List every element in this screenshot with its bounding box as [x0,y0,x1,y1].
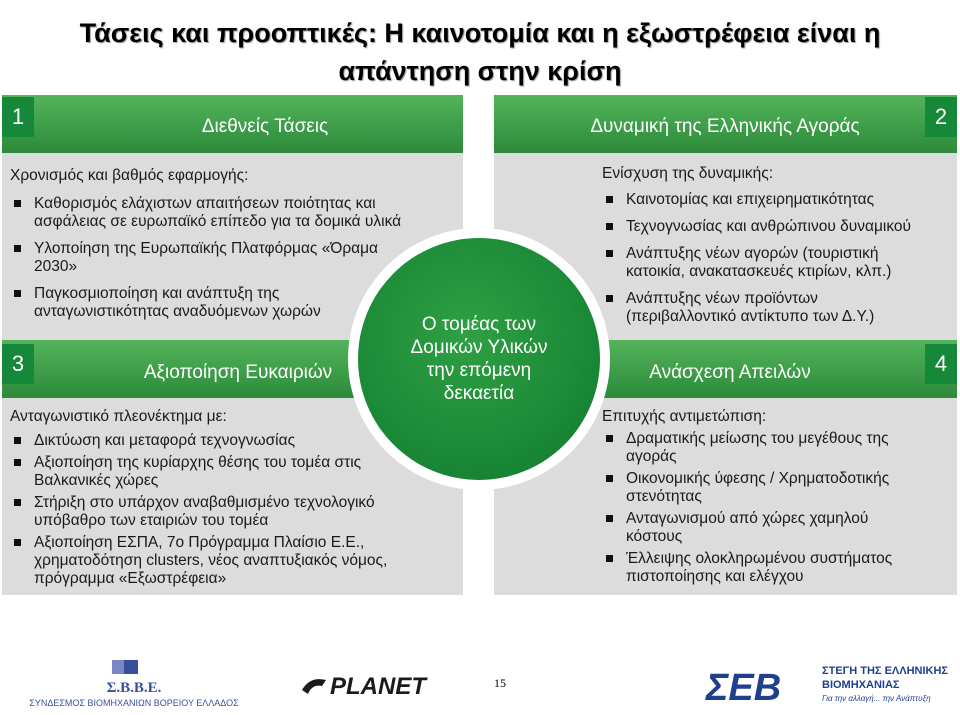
list-item: Δραματικής μείωσης του μεγέθους της αγοράς [602,430,916,466]
list-item: Στήριξη στο υπάρχον αναβαθμισμένο τεχνολογικό υπόβαθρο των εταιριών του τομέα [10,494,414,530]
seb-wordmark: ΣΕΒ [706,667,782,709]
market-list [602,191,947,335]
list-item: Καθορισμός ελάχιστων απαιτήσεων ποιότητας και ασφάλειας σε ευρωπαϊκό επίπεδο για τα δομικά υλικά [10,195,430,231]
sbbe-name: Σ.Β.Β.Ε. [106,680,162,696]
page-number: 15 [494,676,506,690]
trends-intro: Χρονισμός και βαθμός εφαρμογής: [10,167,249,184]
quadrant-number-1: 1 [2,97,34,137]
planet-logo-graphic [296,662,446,706]
center-circle-text: Ο τομέας των Δομικών Υλικών την επόμενη δεκαετία [410,314,548,404]
slide-title [40,14,920,90]
seb-line2: ΒΙΟΜΗΧΑΝΙΑΣ [822,679,900,691]
list-item: Δικτύωση και μεταφορά τεχνογνωσίας [10,432,410,450]
list-item: Τεχνογνωσίας και ανθρώπινου δυναμικού [602,218,947,236]
list-item: Καινοτομίας και επιχειρηματικότητας [602,191,947,209]
quadrant-number-3: 3 [2,344,34,384]
quadrant-number-4: 4 [925,344,957,384]
sbbe-logo [4,654,264,710]
list-item: Ανάπτυξης νέων προϊόντων (περιβαλλοντικό αντίκτυπο των Δ.Υ.) [602,290,926,326]
seb-logo [698,658,960,710]
market-intro: Ενίσχυση της δυναμικής: [602,165,774,182]
sbbe-logo-graphic [4,654,264,710]
header-greek-market-dynamics: Δυναμική της Ελληνικής Αγοράς [590,116,860,137]
seb-logo-graphic [698,658,960,710]
seb-tagline: Για την αλλαγή... την Ανάπτυξη [822,694,931,703]
list-item: Έλλειψης ολοκληρωμένου συστήματος πιστοποίησης και ελέγχου [602,550,916,586]
slide-title-line1: Τάσεις και προοπτικές: Η καινοτομία και η εξωστρέφεια είναι η [79,18,881,48]
center-circle [358,238,600,480]
sbbe-caption: ΣΥΝΔΕΣΜΟΣ ΒΙΟΜΗΧΑΝΙΩΝ ΒΟΡΕΙΟΥ ΕΛΛΑΔΟΣ [29,698,239,708]
list-item: Υλοποίηση της Ευρωπαϊκής Πλατφόρμας «Όραμα 2030» [10,240,424,276]
list-item: Ανάπτυξης νέων αγορών (τουριστική κατοικία, ανακατασκευές κτιρίων, κλπ.) [602,245,926,281]
list-item: Παγκοσμιοποίηση και ανάπτυξη της ανταγωνιστικότητας αναδυόμενων χωρών [10,285,364,321]
header-opportunities: Αξιοποίηση Ευκαιριών [143,362,333,383]
planet-wordmark: PLANET [330,673,426,700]
quadrant-number-2: 2 [925,97,957,137]
slide-title-line2: απάντηση στην κρίση [338,56,622,86]
planet-logo [296,662,446,706]
threats-intro: Επιτυχής αντιμετώπιση: [602,408,767,425]
threats-list [602,430,922,590]
list-item: Αξιοποίηση της κυρίαρχης θέσης του τομέα στις Βαλκανικές χώρες [10,454,404,490]
opportunities-intro: Ανταγωνιστικό πλεονέκτημα με: [10,408,227,425]
seb-line1: ΣΤΕΓΗ ΤΗΣ ΕΛΛΗΝΙΚΗΣ [822,665,949,677]
list-item: Αξιοποίηση ΕΣΠΑ, 7ο Πρόγραμμα Πλαίσιο Ε.Ε., χρηματοδότηση clusters, νέος αναπτυξιακός νόμος, πρόγραμμα «Εξωστρέφεια» [10,534,410,588]
opportunities-list [10,432,410,592]
list-item: Οικονομικής ύφεσης / Χρηματοδοτικής στενότητας [602,470,916,506]
list-item: Ανταγωνισμού από χώρες χαμηλού κόστους [602,510,916,546]
header-threats: Ανάσχεση Απειλών [649,362,811,383]
header-international-trends: Διεθνείς Τάσεις [201,116,329,137]
